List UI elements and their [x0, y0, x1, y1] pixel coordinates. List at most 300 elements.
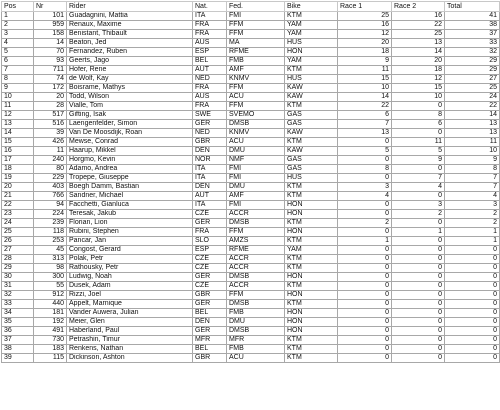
cell-race2: 12: [392, 75, 445, 84]
cell-pos: 28: [2, 255, 34, 264]
cell-rider: Fernandez, Ruben: [67, 48, 193, 57]
cell-nat: CZE: [193, 210, 227, 219]
cell-rider: Appelt, Marnique: [67, 300, 193, 309]
cell-nat: GER: [193, 327, 227, 336]
cell-fed: AMZS: [227, 237, 285, 246]
table-row: [2, 30, 500, 39]
cell-race1: 0: [338, 309, 392, 318]
cell-nr: 158: [34, 30, 67, 39]
cell-bike: KTM: [285, 102, 338, 111]
cell-rider: Guadagnini, Mattia: [67, 12, 193, 21]
column-header-nat[interactable]: Nat.: [193, 2, 227, 12]
cell-fed: KNMV: [227, 75, 285, 84]
cell-nr: 229: [34, 174, 67, 183]
cell-race2: 2: [392, 210, 445, 219]
cell-nr: 183: [34, 345, 67, 354]
cell-bike: HON: [285, 273, 338, 282]
table-row: [2, 336, 500, 345]
cell-rider: Todd, Wilson: [67, 93, 193, 102]
cell-nat: ITA: [193, 12, 227, 21]
cell-rider: Boisrame, Mathys: [67, 84, 193, 93]
cell-race1: 10: [338, 84, 392, 93]
cell-race2: 1: [392, 228, 445, 237]
cell-pos: 19: [2, 174, 34, 183]
table-row: [2, 102, 500, 111]
cell-rider: Polak, Petr: [67, 255, 193, 264]
cell-nat: AUS: [193, 39, 227, 48]
table-row: [2, 57, 500, 66]
cell-rider: Horgmo, Kevin: [67, 156, 193, 165]
cell-pos: 34: [2, 309, 34, 318]
cell-rider: Meier, Glen: [67, 318, 193, 327]
cell-nr: 181: [34, 309, 67, 318]
cell-pos: 8: [2, 75, 34, 84]
cell-rider: Laengenfelder, Simon: [67, 120, 193, 129]
cell-race1: 0: [338, 228, 392, 237]
cell-nat: FRA: [193, 228, 227, 237]
cell-rider: Rubini, Stephen: [67, 228, 193, 237]
column-header-total[interactable]: Total: [445, 2, 500, 12]
cell-bike: KAW: [285, 147, 338, 156]
cell-nat: NED: [193, 129, 227, 138]
table-row: [2, 309, 500, 318]
cell-nat: GER: [193, 219, 227, 228]
cell-nat: CZE: [193, 282, 227, 291]
cell-total: 7: [445, 174, 500, 183]
cell-fed: SVEMO: [227, 111, 285, 120]
cell-nr: 253: [34, 237, 67, 246]
cell-race2: 22: [392, 21, 445, 30]
column-header-fed[interactable]: Fed.: [227, 2, 285, 12]
cell-nr: 426: [34, 138, 67, 147]
cell-fed: FMI: [227, 174, 285, 183]
cell-nat: FRA: [193, 84, 227, 93]
table-row: [2, 147, 500, 156]
cell-fed: FMI: [227, 12, 285, 21]
table-row: [2, 291, 500, 300]
cell-pos: 23: [2, 210, 34, 219]
cell-total: 29: [445, 66, 500, 75]
cell-rider: Dusek, Adam: [67, 282, 193, 291]
cell-nr: 74: [34, 75, 67, 84]
cell-total: 13: [445, 120, 500, 129]
cell-race2: 8: [392, 111, 445, 120]
cell-total: 9: [445, 156, 500, 165]
cell-bike: KTM: [285, 66, 338, 75]
table-row: [2, 354, 500, 363]
cell-bike: YAM: [285, 57, 338, 66]
cell-fed: ACCR: [227, 210, 285, 219]
cell-bike: HON: [285, 318, 338, 327]
cell-bike: GAS: [285, 156, 338, 165]
cell-fed: FFM: [227, 102, 285, 111]
table-row: [2, 210, 500, 219]
results-table: [1, 1, 500, 363]
cell-nat: SLO: [193, 237, 227, 246]
cell-total: 22: [445, 102, 500, 111]
cell-pos: 39: [2, 354, 34, 363]
cell-fed: ACU: [227, 93, 285, 102]
cell-nr: 440: [34, 300, 67, 309]
column-header-race1[interactable]: Race 1: [338, 2, 392, 12]
cell-race2: 0: [392, 354, 445, 363]
cell-race1: 0: [338, 174, 392, 183]
cell-total: 25: [445, 84, 500, 93]
cell-pos: 38: [2, 345, 34, 354]
cell-nr: 94: [34, 201, 67, 210]
cell-bike: KTM: [285, 183, 338, 192]
cell-fed: DMSB: [227, 300, 285, 309]
cell-total: 29: [445, 57, 500, 66]
cell-rider: Geerts, Jago: [67, 57, 193, 66]
cell-race1: 3: [338, 183, 392, 192]
cell-total: 0: [445, 318, 500, 327]
cell-total: 0: [445, 354, 500, 363]
cell-fed: FMB: [227, 309, 285, 318]
cell-race2: 0: [392, 219, 445, 228]
table-row: [2, 120, 500, 129]
cell-bike: KTM: [285, 219, 338, 228]
cell-race1: 0: [338, 138, 392, 147]
table-row: [2, 48, 500, 57]
cell-nr: 20: [34, 93, 67, 102]
cell-total: 10: [445, 147, 500, 156]
cell-race1: 0: [338, 327, 392, 336]
cell-total: 4: [445, 192, 500, 201]
cell-total: 0: [445, 336, 500, 345]
cell-nr: 11: [34, 147, 67, 156]
cell-race2: 0: [392, 129, 445, 138]
cell-total: 14: [445, 111, 500, 120]
cell-race1: 0: [338, 345, 392, 354]
cell-nr: 115: [34, 354, 67, 363]
cell-nr: 118: [34, 228, 67, 237]
cell-fed: ACCR: [227, 282, 285, 291]
table-header-row: [2, 2, 500, 12]
cell-total: 41: [445, 12, 500, 21]
cell-race2: 0: [392, 165, 445, 174]
cell-bike: KTM: [285, 345, 338, 354]
cell-bike: HON: [285, 228, 338, 237]
cell-total: 37: [445, 30, 500, 39]
table-row: [2, 192, 500, 201]
table-row: [2, 111, 500, 120]
cell-race1: 0: [338, 282, 392, 291]
cell-nat: NED: [193, 75, 227, 84]
table-row: [2, 138, 500, 147]
cell-rider: Teresak, Jakub: [67, 210, 193, 219]
cell-race2: 0: [392, 255, 445, 264]
cell-bike: KTM: [285, 12, 338, 21]
cell-fed: ACCR: [227, 264, 285, 273]
cell-total: 0: [445, 246, 500, 255]
cell-race1: 25: [338, 12, 392, 21]
cell-race1: 14: [338, 93, 392, 102]
cell-rider: Gifting, Isak: [67, 111, 193, 120]
cell-race1: 5: [338, 147, 392, 156]
cell-nr: 70: [34, 48, 67, 57]
cell-nat: FRA: [193, 21, 227, 30]
cell-nat: GBR: [193, 138, 227, 147]
cell-nat: CZE: [193, 255, 227, 264]
cell-nat: NOR: [193, 156, 227, 165]
cell-rider: Vialle, Tom: [67, 102, 193, 111]
cell-race2: 10: [392, 93, 445, 102]
cell-pos: 35: [2, 318, 34, 327]
cell-pos: 24: [2, 219, 34, 228]
cell-pos: 32: [2, 291, 34, 300]
cell-nr: 239: [34, 219, 67, 228]
cell-fed: FMB: [227, 345, 285, 354]
cell-nr: 192: [34, 318, 67, 327]
cell-fed: RFME: [227, 246, 285, 255]
cell-bike: KTM: [285, 354, 338, 363]
table-row: [2, 219, 500, 228]
cell-race2: 0: [392, 318, 445, 327]
cell-nat: ITA: [193, 201, 227, 210]
cell-race2: 7: [392, 174, 445, 183]
cell-total: 33: [445, 39, 500, 48]
cell-pos: 5: [2, 48, 34, 57]
table-row: [2, 156, 500, 165]
cell-fed: ACU: [227, 138, 285, 147]
cell-nat: AUT: [193, 192, 227, 201]
cell-total: 0: [445, 255, 500, 264]
cell-total: 0: [445, 264, 500, 273]
cell-race2: 0: [392, 264, 445, 273]
cell-race2: 0: [392, 345, 445, 354]
cell-rider: Hofer, Rene: [67, 66, 193, 75]
cell-total: 2: [445, 219, 500, 228]
cell-bike: GAS: [285, 165, 338, 174]
cell-rider: Facchetti, Gianluca: [67, 201, 193, 210]
cell-rider: Beaton, Jed: [67, 39, 193, 48]
table-row: [2, 318, 500, 327]
cell-nr: 14: [34, 39, 67, 48]
cell-race2: 5: [392, 147, 445, 156]
cell-bike: KTM: [285, 282, 338, 291]
cell-rider: Benistant, Thibault: [67, 30, 193, 39]
cell-nr: 403: [34, 183, 67, 192]
cell-race2: 3: [392, 201, 445, 210]
cell-race2: 0: [392, 282, 445, 291]
column-header-rider[interactable]: Rider: [67, 2, 193, 12]
cell-race1: 0: [338, 273, 392, 282]
cell-race2: 0: [392, 273, 445, 282]
cell-bike: HON: [285, 291, 338, 300]
cell-race2: 0: [392, 237, 445, 246]
cell-pos: 12: [2, 111, 34, 120]
cell-fed: ACU: [227, 354, 285, 363]
table-row: [2, 183, 500, 192]
table-row: [2, 264, 500, 273]
cell-fed: FMB: [227, 57, 285, 66]
cell-nr: 912: [34, 291, 67, 300]
cell-pos: 37: [2, 336, 34, 345]
cell-race2: 15: [392, 84, 445, 93]
cell-rider: Florian, Lion: [67, 219, 193, 228]
table-row: [2, 201, 500, 210]
cell-nr: 101: [34, 12, 67, 21]
cell-nat: AUS: [193, 93, 227, 102]
table-row: [2, 174, 500, 183]
cell-rider: Rathousky, Petr: [67, 264, 193, 273]
cell-nr: 80: [34, 165, 67, 174]
cell-race1: 0: [338, 354, 392, 363]
cell-bike: KAW: [285, 84, 338, 93]
table-row: [2, 327, 500, 336]
cell-total: 0: [445, 282, 500, 291]
cell-race2: 18: [392, 66, 445, 75]
cell-bike: HUS: [285, 174, 338, 183]
cell-nr: 55: [34, 282, 67, 291]
table-row: [2, 93, 500, 102]
cell-bike: HON: [285, 309, 338, 318]
cell-fed: DMU: [227, 318, 285, 327]
cell-nat: FRA: [193, 30, 227, 39]
table-row: [2, 129, 500, 138]
cell-race2: 0: [392, 327, 445, 336]
cell-pos: 10: [2, 93, 34, 102]
cell-rider: Congost, Gerard: [67, 246, 193, 255]
table-row: [2, 39, 500, 48]
cell-bike: HON: [285, 327, 338, 336]
cell-nat: ITA: [193, 165, 227, 174]
cell-pos: 2: [2, 21, 34, 30]
cell-nat: DEN: [193, 318, 227, 327]
cell-race1: 0: [338, 210, 392, 219]
cell-race1: 20: [338, 39, 392, 48]
column-header-race2[interactable]: Race 2: [392, 2, 445, 12]
cell-race1: 8: [338, 165, 392, 174]
cell-nr: 45: [34, 246, 67, 255]
cell-race2: 11: [392, 138, 445, 147]
cell-nat: BEL: [193, 345, 227, 354]
cell-race2: 0: [392, 336, 445, 345]
cell-fed: ACCR: [227, 255, 285, 264]
cell-race1: 0: [338, 264, 392, 273]
cell-rider: Petrashin, Timur: [67, 336, 193, 345]
cell-total: 2: [445, 210, 500, 219]
cell-race1: 18: [338, 48, 392, 57]
cell-nr: 93: [34, 57, 67, 66]
cell-pos: 1: [2, 12, 34, 21]
cell-rider: Haarup, Mikkel: [67, 147, 193, 156]
cell-fed: NMF: [227, 156, 285, 165]
cell-pos: 18: [2, 165, 34, 174]
cell-total: 38: [445, 21, 500, 30]
cell-nat: SWE: [193, 111, 227, 120]
cell-race1: 2: [338, 219, 392, 228]
cell-rider: Pancar, Jan: [67, 237, 193, 246]
cell-race1: 0: [338, 246, 392, 255]
cell-nat: ESP: [193, 246, 227, 255]
cell-fed: DMU: [227, 147, 285, 156]
cell-total: 1: [445, 228, 500, 237]
column-header-nr[interactable]: Nr: [34, 2, 67, 12]
cell-fed: FFM: [227, 228, 285, 237]
cell-pos: 7: [2, 66, 34, 75]
cell-nat: GER: [193, 120, 227, 129]
cell-bike: KAW: [285, 129, 338, 138]
cell-race1: 4: [338, 192, 392, 201]
cell-pos: 29: [2, 264, 34, 273]
table-row: [2, 255, 500, 264]
cell-rider: de Wolf, Kay: [67, 75, 193, 84]
cell-nr: 39: [34, 129, 67, 138]
cell-bike: YAM: [285, 246, 338, 255]
cell-fed: FMI: [227, 201, 285, 210]
cell-nr: 516: [34, 120, 67, 129]
cell-bike: GAS: [285, 120, 338, 129]
cell-race2: 0: [392, 309, 445, 318]
cell-nat: DEN: [193, 183, 227, 192]
cell-total: 0: [445, 291, 500, 300]
cell-nr: 224: [34, 210, 67, 219]
cell-nat: CZE: [193, 264, 227, 273]
cell-race2: 16: [392, 12, 445, 21]
cell-rider: Ludwig, Noah: [67, 273, 193, 282]
cell-total: 0: [445, 309, 500, 318]
cell-race1: 22: [338, 102, 392, 111]
cell-fed: FFM: [227, 30, 285, 39]
cell-bike: KTM: [285, 237, 338, 246]
cell-bike: KTM: [285, 138, 338, 147]
cell-total: 7: [445, 183, 500, 192]
cell-bike: KTM: [285, 255, 338, 264]
cell-race2: 0: [392, 246, 445, 255]
cell-total: 8: [445, 165, 500, 174]
cell-total: 11: [445, 138, 500, 147]
cell-nr: 300: [34, 273, 67, 282]
table-row: [2, 228, 500, 237]
cell-total: 0: [445, 273, 500, 282]
cell-pos: 16: [2, 147, 34, 156]
cell-race2: 0: [392, 192, 445, 201]
cell-rider: Adamo, Andrea: [67, 165, 193, 174]
cell-fed: RFME: [227, 48, 285, 57]
cell-pos: 27: [2, 246, 34, 255]
cell-race1: 0: [338, 300, 392, 309]
cell-pos: 6: [2, 57, 34, 66]
cell-pos: 36: [2, 327, 34, 336]
cell-bike: HUS: [285, 75, 338, 84]
cell-race1: 13: [338, 129, 392, 138]
cell-fed: DMSB: [227, 120, 285, 129]
table-row: [2, 12, 500, 21]
cell-race2: 0: [392, 300, 445, 309]
column-header-bike[interactable]: Bike: [285, 2, 338, 12]
table-row: [2, 21, 500, 30]
table-row: [2, 345, 500, 354]
cell-pos: 4: [2, 39, 34, 48]
cell-pos: 33: [2, 300, 34, 309]
cell-race2: 20: [392, 57, 445, 66]
cell-race2: 0: [392, 291, 445, 300]
cell-pos: 13: [2, 120, 34, 129]
cell-race1: 0: [338, 156, 392, 165]
column-header-pos[interactable]: Pos: [2, 2, 34, 12]
cell-total: 27: [445, 75, 500, 84]
cell-total: 0: [445, 300, 500, 309]
table-row: [2, 75, 500, 84]
cell-nr: 959: [34, 21, 67, 30]
cell-nr: 98: [34, 264, 67, 273]
cell-nat: AUT: [193, 66, 227, 75]
cell-nat: FRA: [193, 102, 227, 111]
cell-fed: DMSB: [227, 273, 285, 282]
cell-race1: 7: [338, 120, 392, 129]
